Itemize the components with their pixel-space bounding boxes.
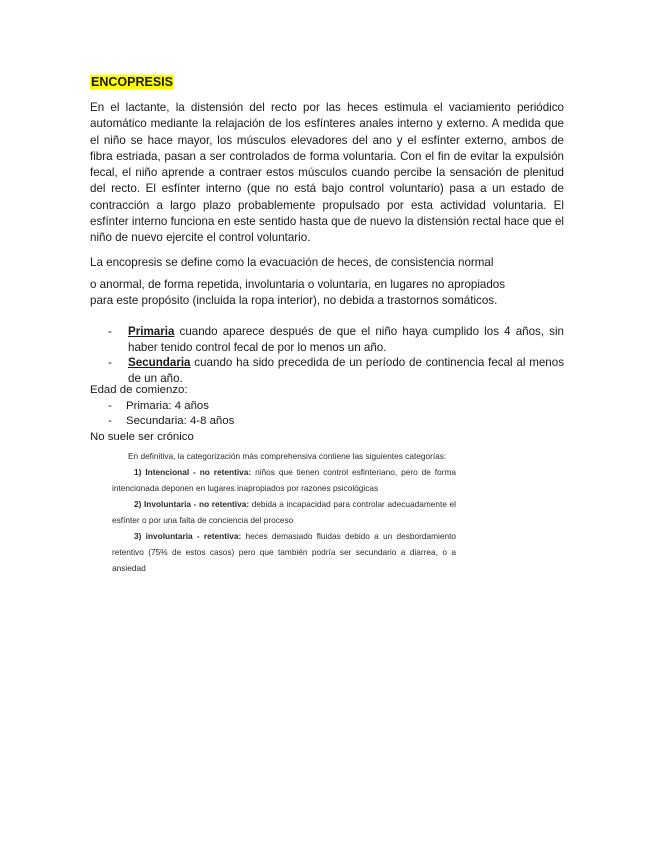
bullet-dash: - [108, 325, 112, 338]
definition-line-3: para este propósito (incluida la ropa interior), no debida a trastornos somáticos. [90, 294, 498, 307]
bullet-dash: - [108, 356, 112, 369]
item-number: 2) [134, 499, 142, 509]
item-label: involuntaria - retentiva: [145, 531, 242, 541]
onset-secundaria: Secundaria: 4-8 años [126, 415, 235, 427]
list-item [90, 355, 564, 386]
type-description: cuando aparece después de que el niño haya cumplido los 4 años, sin haber tenido control fecal de por lo menos un año. [128, 325, 564, 354]
bullet-dash: - [108, 399, 112, 412]
bullet-dash: - [108, 415, 112, 427]
item-number: 1) [134, 467, 142, 477]
intro-paragraph: En el lactante, la distensión del recto por las heces estimula el vaciamiento periódico automático mediante la relajación de los esfínteres anales interno y externo. A medida que el niño se hace mayor, los músculos elevadores del ano y el esfínter externo, ambos de fibra estriada, pasan a ser controlados de forma voluntaria. Con el fin de evitar la expulsión fecal, el niño aprende a contraer estos músculos cuando percibe la sensación de plenitud del recto. El esfínter interno (que no está bajo control voluntario) pasa a un estado de contracción a largo plazo probablemente propulsado por esta actividad voluntaria. El esfínter interno funciona en este sentido hasta que de nuevo la distensión rectal hace que el niño de nuevo ejercite el control voluntario. [90, 101, 564, 245]
scanned-item-3 [112, 528, 456, 576]
types-list [90, 324, 564, 386]
item-label: Intencional - no retentiva: [145, 467, 252, 477]
type-description: cuando ha sido precedida de un período de continencia fecal al menos de un año. [128, 356, 564, 385]
item-text: debida a incapacidad para controlar adecuadamente el esfínter o por una falta de conciencia del proceso [112, 499, 456, 525]
list-item [90, 324, 564, 355]
scanned-item-2 [112, 496, 456, 528]
scanned-item-1 [112, 464, 456, 496]
scanned-excerpt [112, 448, 456, 576]
definition-line-1: La encopresis se define como la evacuación de heces, de consistencia normal [90, 256, 494, 269]
scanned-intro: En definitiva, la categorización más comprehensiva contiene las siguientes categorías: [128, 451, 447, 461]
onset-section [90, 383, 234, 445]
item-number: 3) [134, 531, 142, 541]
item-text: heces demasiado fluidas debido a un desbordamiento retentivo (75% de estos casos) pero que también podría ser secundario a diarrea, o a ansiedad [112, 531, 456, 573]
item-text: niños que tienen control esfinteriano, pero de forma intencionada deponen en lugares inapropiados por razones psicológicas [112, 467, 456, 493]
page-title: ENCOPRESIS [91, 75, 173, 89]
list-item [90, 399, 234, 415]
type-term-primaria: Primaria [128, 325, 175, 338]
onset-primaria: Primaria: 4 años [126, 399, 209, 412]
list-item [90, 414, 234, 430]
item-label: Involuntaria - no retentiva: [144, 499, 250, 509]
chronic-note: No suele ser crónico [90, 430, 194, 443]
type-term-secundaria: Secundaria [128, 356, 191, 369]
onset-heading: Edad de comienzo: [90, 384, 188, 396]
definition-line-2: o anormal, de forma repetida, involuntaria o voluntaria, en lugares no apropiados [90, 278, 506, 291]
